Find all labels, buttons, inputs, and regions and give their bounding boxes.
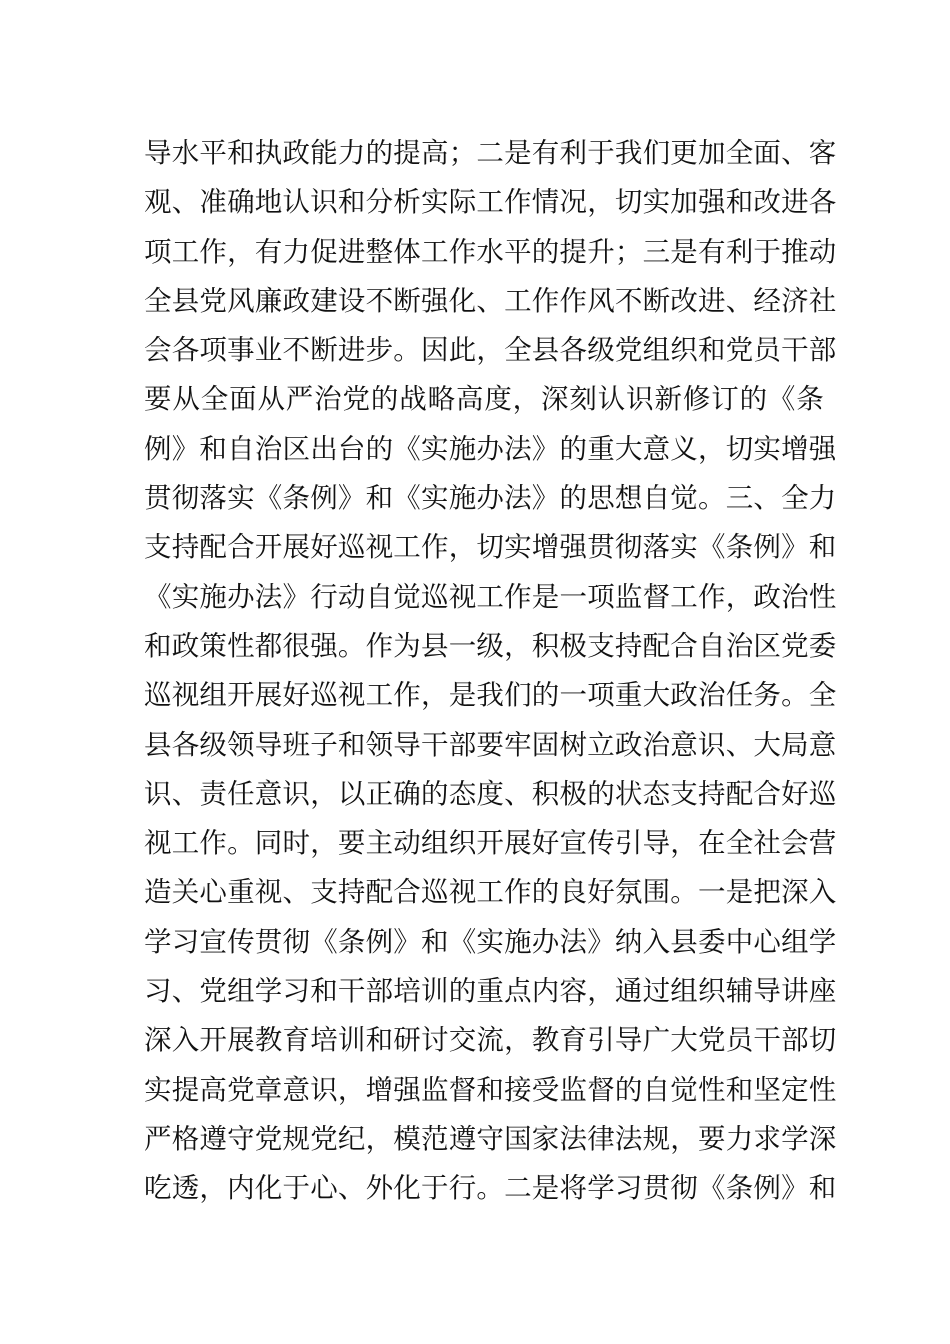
text-line: 习、党组学习和干部培训的重点内容，通过组织辅导讲座: [144, 975, 837, 1008]
text-line: 支持配合开展好巡视工作，切实增强贯彻落实《条例》和: [144, 531, 837, 564]
text-line: 深入开展教育培训和研讨交流，教育引导广大党员干部切: [144, 1024, 837, 1057]
text-line: 观、准确地认识和分析实际工作情况，切实加强和改进各: [144, 186, 837, 219]
text-line: 要从全面从严治党的战略高度，深刻认识新修订的《条: [144, 383, 824, 416]
text-line: 和政策性都很强。作为县一级，积极支持配合自治区党委: [144, 629, 837, 662]
text-line: 造关心重视、支持配合巡视工作的良好氛围。一是把深入: [144, 876, 837, 909]
text-line: 巡视组开展好巡视工作，是我们的一项重大政治任务。全: [144, 679, 837, 712]
text-line: 全县党风廉政建设不断强化、工作作风不断改进、经济社: [144, 284, 837, 317]
text-line: 学习宣传贯彻《条例》和《实施办法》纳入县委中心组学: [144, 925, 837, 958]
text-line: 视工作。同时，要主动组织开展好宣传引导，在全社会营: [144, 827, 837, 860]
text-line: 例》和自治区出台的《实施办法》的重大意义，切实增强: [144, 432, 837, 465]
text-line: 会各项事业不断进步。因此，全县各级党组织和党员干部: [144, 334, 837, 367]
text-line: 识、责任意识，以正确的态度、积极的状态支持配合好巡: [144, 777, 837, 810]
body-text: [144, 129, 837, 1214]
text-line: 项工作，有力促进整体工作水平的提升；三是有利于推动: [144, 235, 837, 268]
text-line: 严格遵守党规党纪，模范遵守国家法律法规，要力求学深: [144, 1122, 837, 1155]
text-line: 导水平和执政能力的提高；二是有利于我们更加全面、客: [144, 137, 837, 169]
text-line: 县各级领导班子和领导干部要牢固树立政治意识、大局意: [144, 728, 837, 761]
text-line: 吃透，内化于心、外化于行。二是将学习贯彻《条例》和: [144, 1172, 837, 1205]
text-line: 《实施办法》行动自觉巡视工作是一项监督工作，政治性: [144, 580, 837, 613]
text-line: 贯彻落实《条例》和《实施办法》的思想自觉。三、全力: [144, 482, 837, 515]
text-line: 实提高党章意识，增强监督和接受监督的自觉性和坚定性: [144, 1073, 837, 1106]
